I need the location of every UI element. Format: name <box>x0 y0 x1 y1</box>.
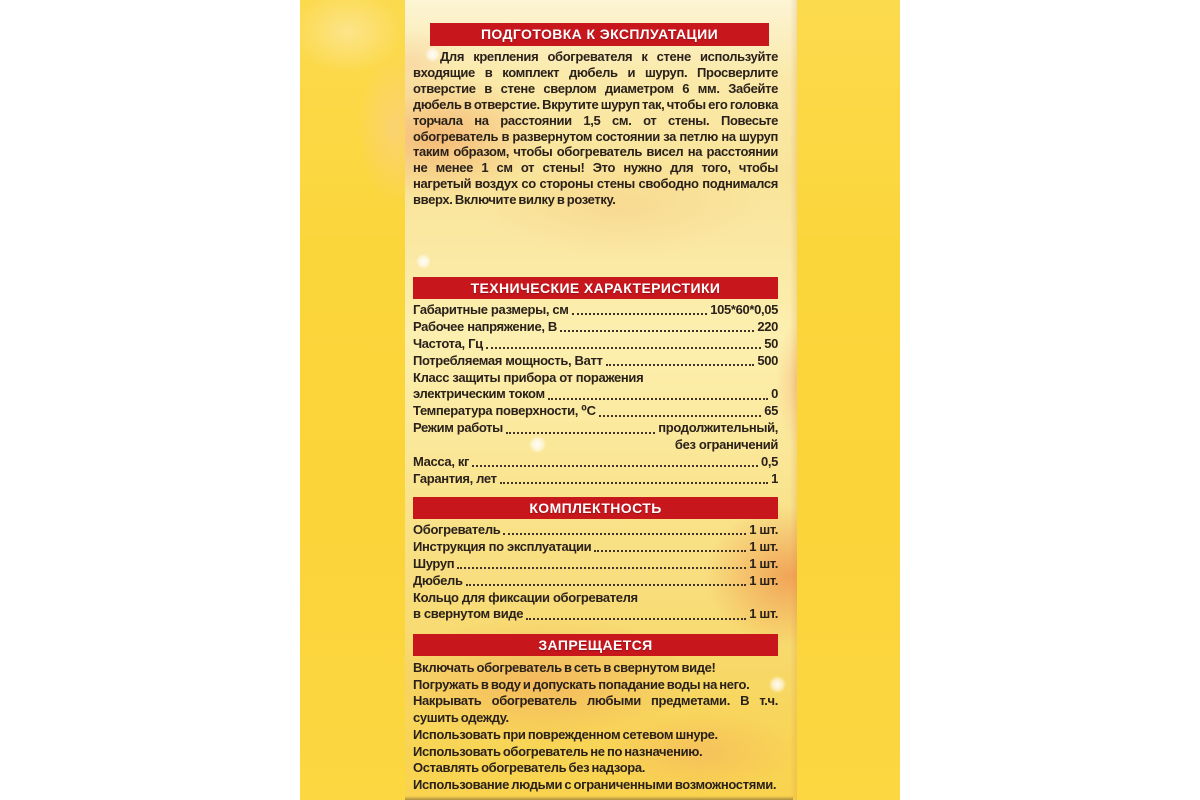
row-value: 0 <box>771 386 778 402</box>
dotted-leader <box>606 364 755 366</box>
row-label: электрическим током <box>413 386 545 402</box>
label-content <box>413 0 778 800</box>
section-header-package: КОМПЛЕКТНОСТЬ <box>413 497 778 519</box>
section-forbidden <box>413 634 778 794</box>
row-value: 1 шт. <box>749 555 778 571</box>
paragraph-text-pre: Для крепления обогревателя к стене используйте входящие в комплект дюбель и шуруп. Просверлите отверстие в стене сверлом диаметром 6 мм. Забейте дюбель в отверстие. Вкрутите шуруп так, чтобы его головка торчала на расстоянии 1,5 см. от стены. Повесьте обогреватель в развернутом состоянии за петлю на шуруп таким образом, чтобы обогреватель висел <box>413 49 778 160</box>
row-label: Обогреватель <box>413 522 501 537</box>
row-value: 1 <box>771 470 778 486</box>
row-label: Масса, кг <box>413 454 470 470</box>
paragraph-text-bold: на расстоянии не менее 1 см от стены! <box>413 144 778 176</box>
row-label: Рабочее напряжение, В <box>413 318 557 334</box>
specs-table <box>413 302 778 488</box>
row-label: Инструкция по эксплуатации <box>413 538 592 554</box>
row-label: Частота, Гц <box>413 335 483 351</box>
dotted-leader <box>526 618 746 620</box>
spec-row <box>413 336 778 353</box>
section-header-forbidden: ЗАПРЕЩАЕТСЯ <box>413 634 778 656</box>
forbidden-line: Накрывать обогреватель любыми предметами. В т.ч. сушить одежду. <box>413 693 778 726</box>
row-value: 65 <box>764 403 778 419</box>
paragraph-text-post: Это нужно для того, чтобы нагретый воздух со стороны стены свободно поднимался вверх. Включите вилку в розетку. <box>413 160 778 208</box>
row-value: 0,5 <box>760 454 778 470</box>
forbidden-line: Включать обогреватель в сеть в свернутом виде! <box>413 660 716 675</box>
dotted-leader <box>506 432 655 434</box>
dotted-leader <box>457 567 746 569</box>
row-label: Потребляемая мощность, Ватт <box>413 352 603 368</box>
spec-row <box>413 319 778 336</box>
row-value: 105*60*0,05 <box>710 302 778 317</box>
spec-row <box>413 403 778 420</box>
dotted-leader <box>472 465 758 467</box>
row-value: 1 шт. <box>749 606 778 622</box>
spec-row <box>413 590 778 607</box>
section-header-preparation: ПОДГОТОВКА К ЭКСПЛУАТАЦИИ <box>430 23 769 46</box>
spec-row <box>413 539 778 556</box>
spec-row <box>413 370 778 387</box>
spec-row <box>413 556 778 573</box>
spec-row <box>413 302 778 319</box>
row-value: 50 <box>764 335 778 351</box>
row-value: 1 шт. <box>749 522 778 537</box>
spec-row <box>413 573 778 590</box>
row-value: 500 <box>757 352 778 368</box>
forbidden-line: Использовать при поврежденном сетевом шнуре. <box>413 726 718 742</box>
dotted-leader <box>466 584 747 586</box>
spec-row <box>413 471 778 488</box>
spec-row <box>413 420 778 437</box>
row-value: 220 <box>757 318 778 334</box>
row-label: Класс защиты прибора от поражения <box>413 369 644 385</box>
row-label: Дюбель <box>413 572 463 588</box>
spec-row <box>413 522 778 539</box>
section-package-contents <box>413 497 778 623</box>
row-value: продолжительный, <box>658 420 778 436</box>
forbidden-line: Использование людьми с ограниченными возможностями. <box>413 776 777 792</box>
preparation-paragraph <box>413 49 778 208</box>
row-label: в свернутом виде <box>413 606 524 622</box>
instruction-label <box>405 0 797 800</box>
forbidden-line: Использовать обогреватель не по назначению. <box>413 743 703 759</box>
row-value: 1 шт. <box>749 538 778 554</box>
section-header-specifications: ТЕХНИЧЕСКИЕ ХАРАКТЕРИСТИКИ <box>413 277 778 299</box>
dotted-leader <box>500 482 769 484</box>
spec-row <box>413 386 778 403</box>
section-specifications <box>413 277 778 488</box>
spec-row <box>413 353 778 370</box>
dotted-leader <box>503 533 746 535</box>
section-preparation <box>413 23 778 208</box>
product-photo-background <box>300 0 900 800</box>
row-label: Температура поверхности, ⁰С <box>413 403 596 419</box>
dotted-leader <box>599 415 762 417</box>
spec-row <box>413 606 778 623</box>
dotted-leader <box>572 313 708 315</box>
forbidden-line: Оставлять обогреватель без надзора. <box>413 760 646 776</box>
dotted-leader <box>560 330 754 332</box>
spec-row <box>413 454 778 471</box>
forbidden-list <box>413 660 778 794</box>
row-value: без ограничений <box>674 437 778 453</box>
row-label: Режим работы <box>413 420 503 436</box>
package-table <box>413 522 778 623</box>
forbidden-line: Погружать в воду и допускать попадание воды на него. <box>413 676 750 692</box>
spec-row <box>413 437 778 454</box>
dotted-leader <box>548 398 768 400</box>
row-value: 1 шт. <box>749 572 778 588</box>
row-label: Кольцо для фиксации обогревателя <box>413 589 638 605</box>
row-label: Шуруп <box>413 555 455 571</box>
row-label: Гарантия, лет <box>413 470 497 486</box>
dotted-leader <box>594 550 746 552</box>
row-label: Габаритные размеры, см <box>413 302 569 317</box>
dotted-leader <box>486 347 761 349</box>
